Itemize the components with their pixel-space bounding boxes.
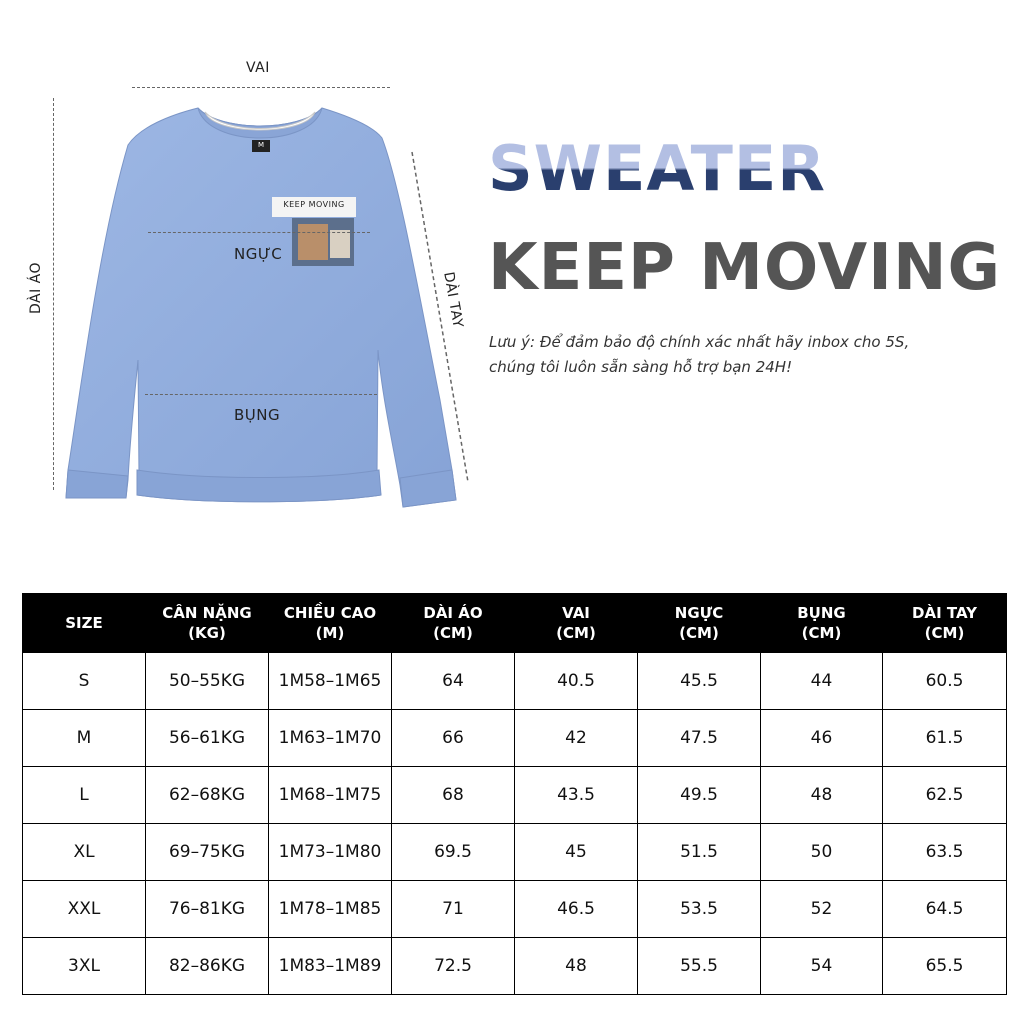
table-cell: 55.5 <box>638 938 761 995</box>
table-cell: 60.5 <box>883 653 1007 710</box>
table-cell: XL <box>23 824 146 881</box>
length-line <box>53 98 54 490</box>
table-cell: 1M63–1M70 <box>269 710 392 767</box>
sleeve-line <box>405 145 475 490</box>
table-cell: 43.5 <box>515 767 638 824</box>
table-cell: 48 <box>515 938 638 995</box>
table-cell: 50–55KG <box>146 653 269 710</box>
table-cell: 1M83–1M89 <box>269 938 392 995</box>
table-cell: 61.5 <box>883 710 1007 767</box>
table-cell: 50 <box>761 824 883 881</box>
sleeve-label: DÀI TAY <box>440 270 466 330</box>
sweater-image <box>60 95 460 515</box>
header-length: DÀI ÁO (CM) <box>392 594 515 653</box>
shoulder-label: VAI <box>246 60 270 76</box>
header-size: SIZE <box>23 594 146 653</box>
waist-label: BỤNG <box>234 406 281 424</box>
print-text: KEEP MOVING <box>283 200 345 209</box>
table-cell: 68 <box>392 767 515 824</box>
product-category-title: SWEATER <box>488 132 826 205</box>
table-cell: 51.5 <box>638 824 761 881</box>
table-cell: 46.5 <box>515 881 638 938</box>
table-cell: 40.5 <box>515 653 638 710</box>
chest-line <box>148 232 370 233</box>
length-label: DÀI ÁO <box>28 261 44 315</box>
table-cell: 49.5 <box>638 767 761 824</box>
table-cell: 82–86KG <box>146 938 269 995</box>
header-chest: NGỰC (CM) <box>638 594 761 653</box>
table-cell: 64.5 <box>883 881 1007 938</box>
table-cell: 45.5 <box>638 653 761 710</box>
table-cell: XXL <box>23 881 146 938</box>
table-header-row <box>23 594 1007 653</box>
table-cell: 62.5 <box>883 767 1007 824</box>
table-cell: 47.5 <box>638 710 761 767</box>
header-weight: CÂN NẶNG (KG) <box>146 594 269 653</box>
table-cell: M <box>23 710 146 767</box>
table-cell: 44 <box>761 653 883 710</box>
size-tag: M <box>257 141 265 149</box>
shoulder-line <box>132 87 390 88</box>
table-cell: 1M68–1M75 <box>269 767 392 824</box>
table-cell: 48 <box>761 767 883 824</box>
waist-line <box>145 394 377 395</box>
table-cell: S <box>23 653 146 710</box>
table-row <box>23 710 1007 767</box>
table-row <box>23 938 1007 995</box>
table-cell: L <box>23 767 146 824</box>
table-cell: 65.5 <box>883 938 1007 995</box>
header-shoulder: VAI (CM) <box>515 594 638 653</box>
table-cell: 64 <box>392 653 515 710</box>
table-cell: 76–81KG <box>146 881 269 938</box>
table-cell: 1M73–1M80 <box>269 824 392 881</box>
table-cell: 69.5 <box>392 824 515 881</box>
size-table <box>22 593 1007 995</box>
table-cell: 66 <box>392 710 515 767</box>
table-cell: 1M58–1M65 <box>269 653 392 710</box>
table-cell: 45 <box>515 824 638 881</box>
table-cell: 52 <box>761 881 883 938</box>
table-row <box>23 824 1007 881</box>
table-cell: 63.5 <box>883 824 1007 881</box>
table-cell: 72.5 <box>392 938 515 995</box>
table-cell: 46 <box>761 710 883 767</box>
table-cell: 54 <box>761 938 883 995</box>
table-cell: 69–75KG <box>146 824 269 881</box>
table-cell: 71 <box>392 881 515 938</box>
header-height: CHIỀU CAO (M) <box>269 594 392 653</box>
note-text: Lưu ý: Để đảm bảo độ chính xác nhất hãy inbox cho 5S, chúng tôi luôn sẵn sàng hỗ trợ bạn 24H! <box>489 333 910 376</box>
table-cell: 53.5 <box>638 881 761 938</box>
table-row <box>23 653 1007 710</box>
table-cell: 42 <box>515 710 638 767</box>
table-row <box>23 767 1007 824</box>
product-name-title: KEEP MOVING <box>488 231 1002 305</box>
chest-label: NGỰC <box>234 245 283 263</box>
header-sleeve: DÀI TAY (CM) <box>883 594 1007 653</box>
table-row <box>23 881 1007 938</box>
header-waist: BỤNG (CM) <box>761 594 883 653</box>
table-cell: 62–68KG <box>146 767 269 824</box>
table-cell: 3XL <box>23 938 146 995</box>
table-cell: 56–61KG <box>146 710 269 767</box>
table-cell: 1M78–1M85 <box>269 881 392 938</box>
